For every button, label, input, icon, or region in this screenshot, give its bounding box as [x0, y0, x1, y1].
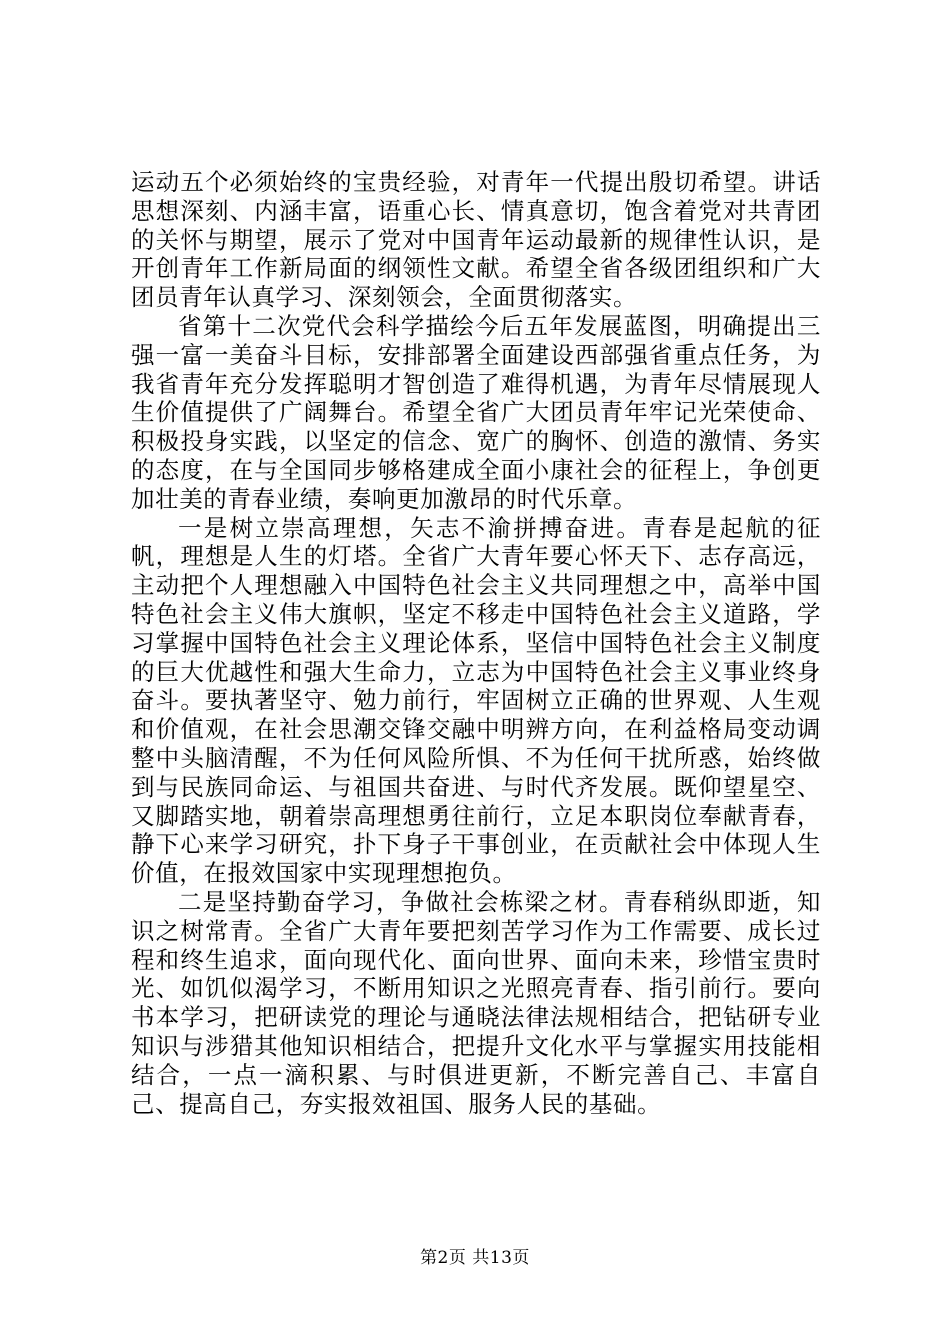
page-number-footer: 第2页 共13页	[420, 1248, 530, 1268]
paragraph-4: 二是坚持勤奋学习，争做社会栋梁之材。青春稍纵即逝，知识之树常青。全省广大青年要把刻苦学习作为工作需要、成长过程和终生追求，面向现代化、面向世界、面向未来，珍惜宝贵时光、如饥似渴学习，不断用知识之光照亮青春、指引前行。要向书本学习，把研读党的理论与通晓法律法规相结合，把钻研专业知识与涉猎其他知识相结合，把提升文化水平与掌握实用技能相结合，一点一滴积累、与时俱进更新，不断完善自己、丰富自己、提高自己，夯实报效祖国、服务人民的基础。	[131, 887, 821, 1118]
paragraph-2: 省第十二次党代会科学描绘今后五年发展蓝图，明确提出三强一富一美奋斗目标，安排部署全面建设西部强省重点任务，为我省青年充分发挥聪明才智创造了难得机遇，为青年尽情展现人生价值提供了广阔舞台。希望全省广大团员青年牢记光荣使命、积极投身实践，以坚定的信念、宽广的胸怀、创造的激情、务实的态度，在与全国同步够格建成全面小康社会的征程上，争创更加壮美的青春业绩，奏响更加激昂的时代乐章。	[131, 311, 821, 513]
paragraph-1: 运动五个必须始终的宝贵经验，对青年一代提出殷切希望。讲话思想深刻、内涵丰富，语重心长、情真意切，饱含着党对共青团的关怀与期望，展示了党对中国青年运动最新的规律性认识，是开创青年工作新局面的纲领性文献。希望全省各级团组织和广大团员青年认真学习、深刻领会，全面贯彻落实。	[131, 168, 821, 312]
paragraph-3: 一是树立崇高理想，矢志不渝拼搏奋进。青春是起航的征帆，理想是人生的灯塔。全省广大青年要心怀天下、志存高远，主动把个人理想融入中国特色社会主义共同理想之中，高举中国特色社会主义伟大旗帜，坚定不移走中国特色社会主义道路，学习掌握中国特色社会主义理论体系，坚信中国特色社会主义制度的巨大优越性和强大生命力，立志为中国特色社会主义事业终身奋斗。要执著坚守、勉力前行，牢固树立正确的世界观、人生观和价值观，在社会思潮交锋交融中明辨方向，在利益格局变动调整中头脑清醒，不为任何风险所惧、不为任何干扰所惑，始终做到与民族同命运、与祖国共奋进、与时代齐发展。既仰望星空、又脚踏实地，朝着崇高理想勇往前行，立足本职岗位奉献青春，静下心来学习研究，扑下身子干事创业，在贡献社会中体现人生价值，在报效国家中实现理想抱负。	[131, 513, 821, 888]
document-body	[131, 168, 821, 1118]
